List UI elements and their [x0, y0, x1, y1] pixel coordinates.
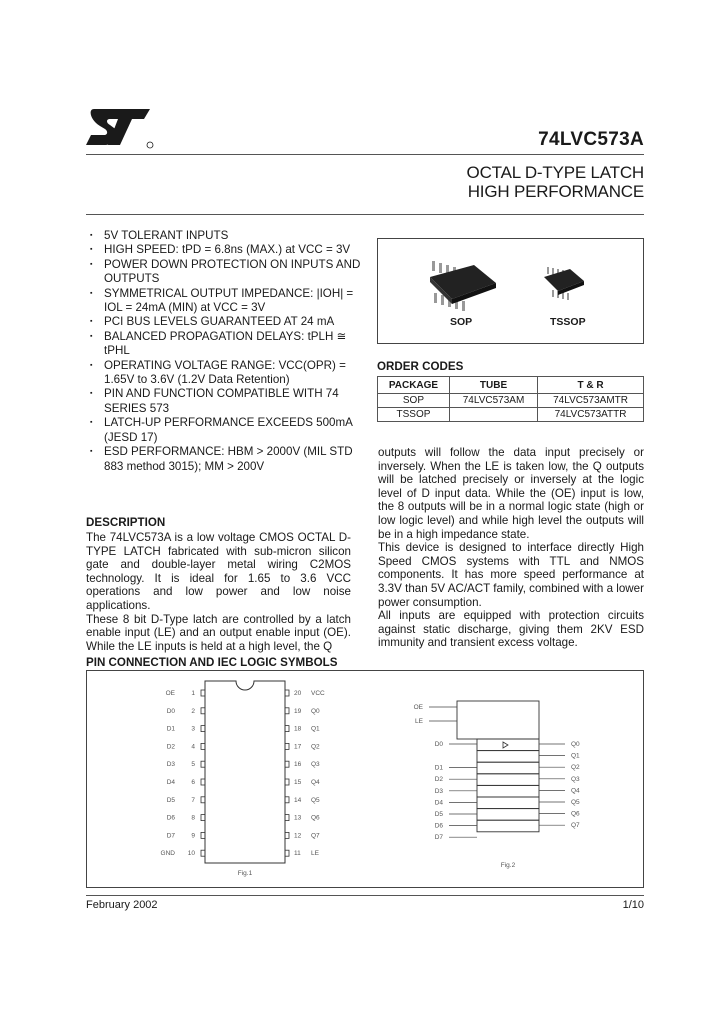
column-header: PACKAGE: [378, 377, 450, 394]
dip-pin-number: 8: [191, 814, 195, 822]
dip-pin-number: 9: [191, 832, 195, 840]
footer-rule: [86, 895, 644, 896]
package-figure: [377, 238, 644, 344]
dip-pin-label: Q5: [311, 796, 320, 804]
dip-pin: [285, 797, 289, 803]
dip-pin-number: 11: [294, 850, 301, 858]
logic-cell: [477, 774, 539, 786]
dip-pin-label: D7: [166, 832, 175, 840]
logic-input-label: D7: [434, 834, 443, 842]
dip-pin-number: 13: [294, 814, 302, 822]
table-cell: 74LVC573ATTR: [538, 408, 644, 422]
logic-input-label: D4: [434, 799, 443, 807]
logic-cell: [477, 809, 539, 821]
dip-pin-label: D5: [166, 796, 175, 804]
table-cell: 74LVC573AMTR: [538, 394, 644, 408]
order-codes-table: [377, 376, 644, 422]
logic-output-label: Q4: [571, 787, 580, 795]
dip-pin-label: D6: [166, 814, 175, 822]
logic-control-block: [457, 701, 539, 739]
dip-pin: [285, 832, 289, 838]
dip-pin-number: 6: [191, 779, 195, 786]
dip-pin: [285, 815, 289, 821]
dip-pin-number: 12: [294, 832, 302, 840]
logic-input-label: D5: [434, 811, 443, 818]
logic-output-label: Q0: [571, 741, 580, 748]
dip-caption: Fig.1: [237, 870, 253, 877]
logic-output-label: Q6: [571, 810, 580, 818]
header-rule: [86, 154, 644, 155]
feature-item: ▪ OPERATING VOLTAGE RANGE: VCC(OPR) = 1.65V to 3.6V (1.2V Data Retention): [90, 359, 362, 388]
dip-pin: [201, 832, 205, 838]
footer-date: February 2002: [86, 899, 158, 911]
dip-pin-label: Q0: [311, 707, 320, 715]
pin-diagram-box: [86, 670, 644, 888]
dip-pinout-diagram: [87, 671, 643, 887]
dip-pin-label: Q6: [311, 814, 320, 822]
dip-pin-label: OE: [165, 690, 175, 697]
tssop-package-image: [542, 265, 586, 301]
feature-item: ▪ HIGH SPEED: tPD = 6.8ns (MAX.) at VCC = 3V: [90, 243, 362, 257]
order-codes-heading: ORDER CODES: [377, 360, 464, 373]
dip-pin: [201, 708, 205, 714]
feature-list: [90, 229, 362, 474]
tssop-label: TSSOP: [550, 316, 586, 328]
dip-pin-label: D1: [166, 725, 175, 733]
description-paragraph: The 74LVC573A is a low voltage CMOS OCTAL D-TYPE LATCH fabricated with sub-micron silicon gate and double-layer metal wiring C2MOS technology. It is ideal for 1.65 to 3.6 VCC operations and low power and low noise applications.: [86, 531, 351, 612]
dip-pin: [285, 690, 289, 696]
dip-pin-number: 15: [294, 779, 302, 786]
column-header: TUBE: [449, 377, 537, 394]
logic-input-label: D6: [434, 822, 443, 830]
logic-output-label: Q7: [571, 822, 580, 830]
logic-output-label: Q1: [571, 752, 580, 760]
dip-pin-label: LE: [311, 850, 319, 858]
dip-pin: [201, 797, 205, 803]
dip-pin: [201, 726, 205, 732]
dip-pin-number: 10: [187, 850, 195, 858]
dip-pin: [285, 743, 289, 749]
dip-pin: [285, 708, 289, 714]
dip-pin-number: 4: [191, 743, 195, 751]
page-number: 1/10: [622, 899, 644, 911]
description-heading: DESCRIPTION: [86, 516, 166, 529]
dip-pin-label: Q2: [311, 743, 320, 751]
logic-caption: Fig.2: [500, 862, 516, 869]
logic-cell: [477, 751, 539, 763]
dip-pin-number: 18: [294, 725, 302, 733]
dip-pin: [201, 779, 205, 785]
sop-package-image: [426, 259, 500, 313]
dip-pin: [285, 726, 289, 732]
feature-item: ▪ POWER DOWN PROTECTION ON INPUTS AND OUTPUTS: [90, 258, 362, 287]
table-cell: 74LVC573AM: [449, 394, 537, 408]
column-header: T & R: [538, 377, 644, 394]
dip-pin: [201, 743, 205, 749]
description-paragraph: This device is designed to interface directly High Speed CMOS systems with TTL and NMOS components. It has more speed performance at 3.3V than 5V AC/ACT family, combined with a lower power consumption.: [378, 541, 644, 609]
dip-pin-label: Q7: [311, 832, 320, 840]
logic-cell: [477, 762, 539, 774]
logic-output-label: Q5: [571, 799, 580, 806]
feature-item: ▪ BALANCED PROPAGATION DELAYS: tPLH ≅ tPHL: [90, 330, 362, 359]
logic-input-label: D1: [434, 764, 443, 772]
table-row: [378, 394, 644, 408]
logic-output-label: Q2: [571, 764, 580, 772]
feature-item: ▪ PIN AND FUNCTION COMPATIBLE WITH 74 SERIES 573: [90, 387, 362, 416]
dip-pin: [285, 761, 289, 767]
feature-item: ▪ LATCH-UP PERFORMANCE EXCEEDS 500mA (JESD 17): [90, 416, 362, 445]
dip-pin-label: Q4: [311, 779, 320, 786]
dip-pin-number: 16: [294, 761, 302, 769]
tristate-symbol: [503, 742, 508, 748]
logic-cell: [477, 820, 539, 832]
feature-item: ▪ ESD PERFORMANCE: HBM > 2000V (MIL STD 883 method 3015); MM > 200V: [90, 445, 362, 474]
description-paragraph: outputs will follow the data input precisely or inversely. When the LE is taken low, the Q outputs will be latched precisely or inversely at the logic level of D input data. While the (OE) input is low, the 8 outputs will be in a normal logic state (high or low logic level) and while high level the outputs will be in a high impedance state.: [378, 446, 644, 541]
dip-pin-label: VCC: [311, 690, 325, 697]
dip-body: [205, 681, 285, 863]
subtitle-rule: [86, 214, 644, 215]
table-cell: SOP: [378, 394, 450, 408]
dip-pin-label: D2: [166, 743, 175, 751]
dip-pin-label: GND: [160, 850, 175, 858]
table-cell: [449, 408, 537, 422]
feature-item: ▪ SYMMETRICAL OUTPUT IMPEDANCE: |IOH| = IOL = 24mA (MIN) at VCC = 3V: [90, 287, 362, 316]
logic-cell: [477, 785, 539, 797]
sop-label: SOP: [450, 316, 473, 328]
dip-pin: [285, 779, 289, 785]
logic-input-label: OE: [413, 704, 423, 711]
pin-connection-heading: PIN CONNECTION AND IEC LOGIC SYMBOLS: [86, 656, 338, 669]
feature-item: ▪ 5V TOLERANT INPUTS: [90, 229, 362, 243]
table-header-row: [378, 377, 644, 394]
dip-pin-label: D3: [166, 761, 175, 769]
part-number: 74LVC573A: [538, 129, 644, 150]
dip-pin-number: 3: [191, 725, 195, 733]
subtitle-line-1: OCTAL D-TYPE LATCH: [466, 163, 644, 182]
description-paragraph: All inputs are equipped with protection circuits against static discharge, giving them 2KV ESD immunity and transient excess voltage.: [378, 609, 644, 650]
dip-pin-number: 5: [191, 761, 195, 769]
dip-pin-number: 7: [191, 796, 195, 804]
dip-pin-number: 1: [191, 690, 195, 697]
description-right-column: [378, 446, 644, 650]
logic-input-label: D3: [434, 787, 443, 795]
dip-pin-number: 20: [294, 690, 302, 697]
logic-input-label: D0: [434, 741, 443, 748]
dip-pin-number: 19: [294, 707, 302, 715]
dip-pin-label: Q3: [311, 761, 320, 769]
dip-pin: [201, 850, 205, 856]
description-left-column: [86, 531, 351, 653]
dip-pin-number: 17: [294, 743, 302, 751]
feature-item: ▪ PCI BUS LEVELS GUARANTEED AT 24 mA: [90, 315, 362, 329]
description-paragraph: These 8 bit D-Type latch are controlled by a latch enable input (LE) and an output enable input (OE). While the LE inputs is held at a high level, the Q: [86, 612, 351, 653]
logic-input-label: LE: [415, 718, 423, 725]
dip-pin: [285, 850, 289, 856]
dip-pin-number: 14: [294, 796, 302, 804]
dip-pin-label: D4: [166, 779, 175, 786]
logic-input-label: D2: [434, 776, 443, 784]
subtitle-line-2: HIGH PERFORMANCE: [467, 182, 644, 201]
dip-pin: [201, 815, 205, 821]
st-logo: [84, 103, 156, 151]
dip-pin: [201, 761, 205, 767]
table-cell: TSSOP: [378, 408, 450, 422]
dip-pin-label: D0: [166, 707, 175, 715]
logic-cell: [477, 797, 539, 809]
table-row: [378, 408, 644, 422]
dip-pin-number: 2: [191, 707, 195, 715]
dip-pin: [201, 690, 205, 696]
dip-pin-label: Q1: [311, 725, 320, 733]
logic-output-label: Q3: [571, 775, 580, 783]
